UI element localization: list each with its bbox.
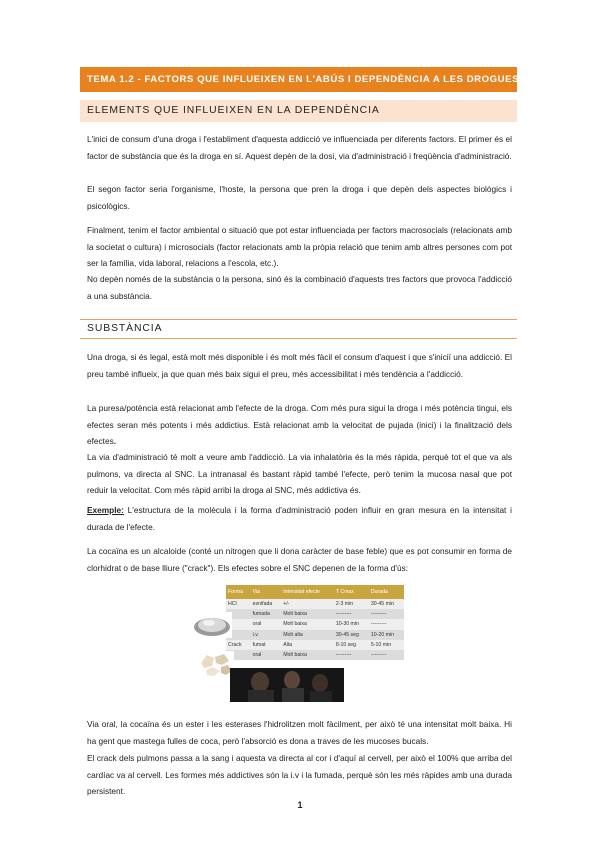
paragraph-11: El crack dels pulmons passa a la sang i aquesta va directa al cor i d'aquí al cervell, per això el 100% que arriba del cardíac va al cervell. Les formes més addictives són la i.v i la fumada, perquè són les més ràpides amb una durada persistent. [87, 753, 512, 796]
paragraph-5: Una droga, si és legal, està molt més disponible i és molt més fàcil el consum d'aquest i que s'iniciï una addicció. El preu també influeix, ja que quan més baix sigui el preu, més accessibilitat i més tendència a l'addicció. [87, 352, 512, 379]
page-title: TEMA 1.2 - FACTORS QUE INFLUEIXEN EN L'ABÚS I DEPENDÈNCIA A LES DROGUES [80, 67, 517, 92]
table-cell: HCl [226, 599, 251, 609]
table-cell: oral [251, 619, 282, 629]
paragraph-2: El segon factor seria l'organisme, l'hoste, la persona que pren la droga i que depèn dels aspectes biològics i psicològics. [87, 184, 512, 211]
table-header-cell: Via [251, 585, 282, 599]
table-header-row [226, 585, 404, 599]
table-header-cell: Forma [226, 585, 251, 599]
table-cell: --------- [369, 609, 404, 619]
table-cell: esnifada [251, 599, 282, 609]
table-cell: +/- [281, 599, 334, 609]
table-cell: 8-10 seg [334, 640, 369, 650]
paragraph-1: L'inici de consum d'una droga i l'establiment d'aquesta addicció ve influenciada per diferents factors. El primer és el factor de substància que és la droga en sí. Aquest depèn de la dosi, via d'administració i freqüència d'administració. [87, 134, 512, 161]
section-heading-substancia: SUBSTÀNCIA [80, 319, 517, 339]
table-row [226, 630, 404, 640]
table-header-cell: T Cmax [334, 585, 369, 599]
paragraph-6-end: . [113, 436, 117, 446]
crack-rocks-image [198, 651, 234, 677]
table-cell: 30-45 seg [334, 630, 369, 640]
section-heading-elements: ELEMENTS QUE INFLUEIXEN EN LA DEPENDÈNCIA [80, 100, 517, 122]
table-cell: Alta [281, 640, 334, 650]
table-cell: 30-45 min [369, 599, 404, 609]
table-cell: fumada [251, 609, 282, 619]
table-cell: 2-3 min [334, 599, 369, 609]
table-header-cell: Intensitat efecte [281, 585, 334, 599]
table-cell: --------- [369, 650, 404, 660]
table-cell: oral [251, 650, 282, 660]
table-cell: Molt baixa [281, 619, 334, 629]
table-cell: --------- [334, 650, 369, 660]
paragraph-6 [87, 400, 512, 450]
table-cell: i.v. [251, 630, 282, 640]
table-cell: 5-10 min [369, 640, 404, 650]
cocaine-powder-image [192, 612, 232, 638]
table-cell: Molt baixa [281, 650, 334, 660]
paragraph-8 [87, 502, 512, 535]
cocaine-table [226, 585, 404, 660]
example-label: Exemple: [87, 505, 124, 515]
paragraph-4: No depèn només de la substància o la persona, sinó és la combinació d'aquests tres factors que provoca l'addicció a una substància. [87, 274, 512, 301]
table-cell: 10-20 min [369, 630, 404, 640]
table-row [226, 609, 404, 619]
table-cell: Molt baixa [281, 609, 334, 619]
paragraph-7: La via d'administració té molt a veure amb l'addicció. La via inhalatòria és la més ràpida, perquè tot el que va als pulmons, va directa al SNC. La intranasal és bastant ràpid també l'efecte, però tenim la mucosa nasal que pot reduir la velocitat. Com més ràpid arribi la droga al SNC, més addictiva és. [87, 452, 512, 495]
table-row [226, 599, 404, 609]
table-cell: fumat [251, 640, 282, 650]
table-header-cell: Durada [369, 585, 404, 599]
table-row [226, 650, 404, 660]
table-cell: --------- [334, 609, 369, 619]
people-image [230, 668, 344, 702]
table-cell: Molt alta [281, 630, 334, 640]
example-text: L'estructura de la molècula i la forma d'administració poden influir en gran mesura en la intensitat i durada de l'efecte. [87, 505, 512, 532]
paragraph-9: La cocaïna es un alcaloide (conté un nitrogen que li dona caràcter de base feble) que es pot consumir en forma de clorhidrat o de base lliure ("crack"). Els efectes sobre el SNC depenen de la forma d'ús: [87, 546, 512, 573]
table-cell: 10-30 min [334, 619, 369, 629]
table-cell: --------- [369, 619, 404, 629]
table-cell: Crack [226, 640, 251, 650]
table-row [226, 619, 404, 629]
paragraph-3: Finalment, tenim el factor ambiental o situació que pot estar influenciada per factors macrosocials (relacionats amb la societat o cultura) i microsocials (factor relacionats amb la pròpia relació que tenim amb altres persones com pot ser la família, vida laboral, relacions a l'escola, etc.). [87, 225, 512, 268]
page-number: 1 [297, 800, 303, 810]
table-row [226, 640, 404, 650]
paragraph-6-text: La puresa/potència està relacionat amb l'efecte de la droga. Com més pura sigui la droga i més potència tingui, els efectes seran més potents i més addictius. Està relacionat amb la velocitat de pujada (inici) i la finalització dels efectes [87, 403, 512, 446]
paragraph-10: Via oral, la cocaïna és un ester i les esterases l'hidrolitzen molt fàcilment, per això té una intensitat molt baixa. Hi ha gent que mastega fulles de coca, però l'absorció es dona a traves de les mucoses bucals. [87, 719, 512, 746]
